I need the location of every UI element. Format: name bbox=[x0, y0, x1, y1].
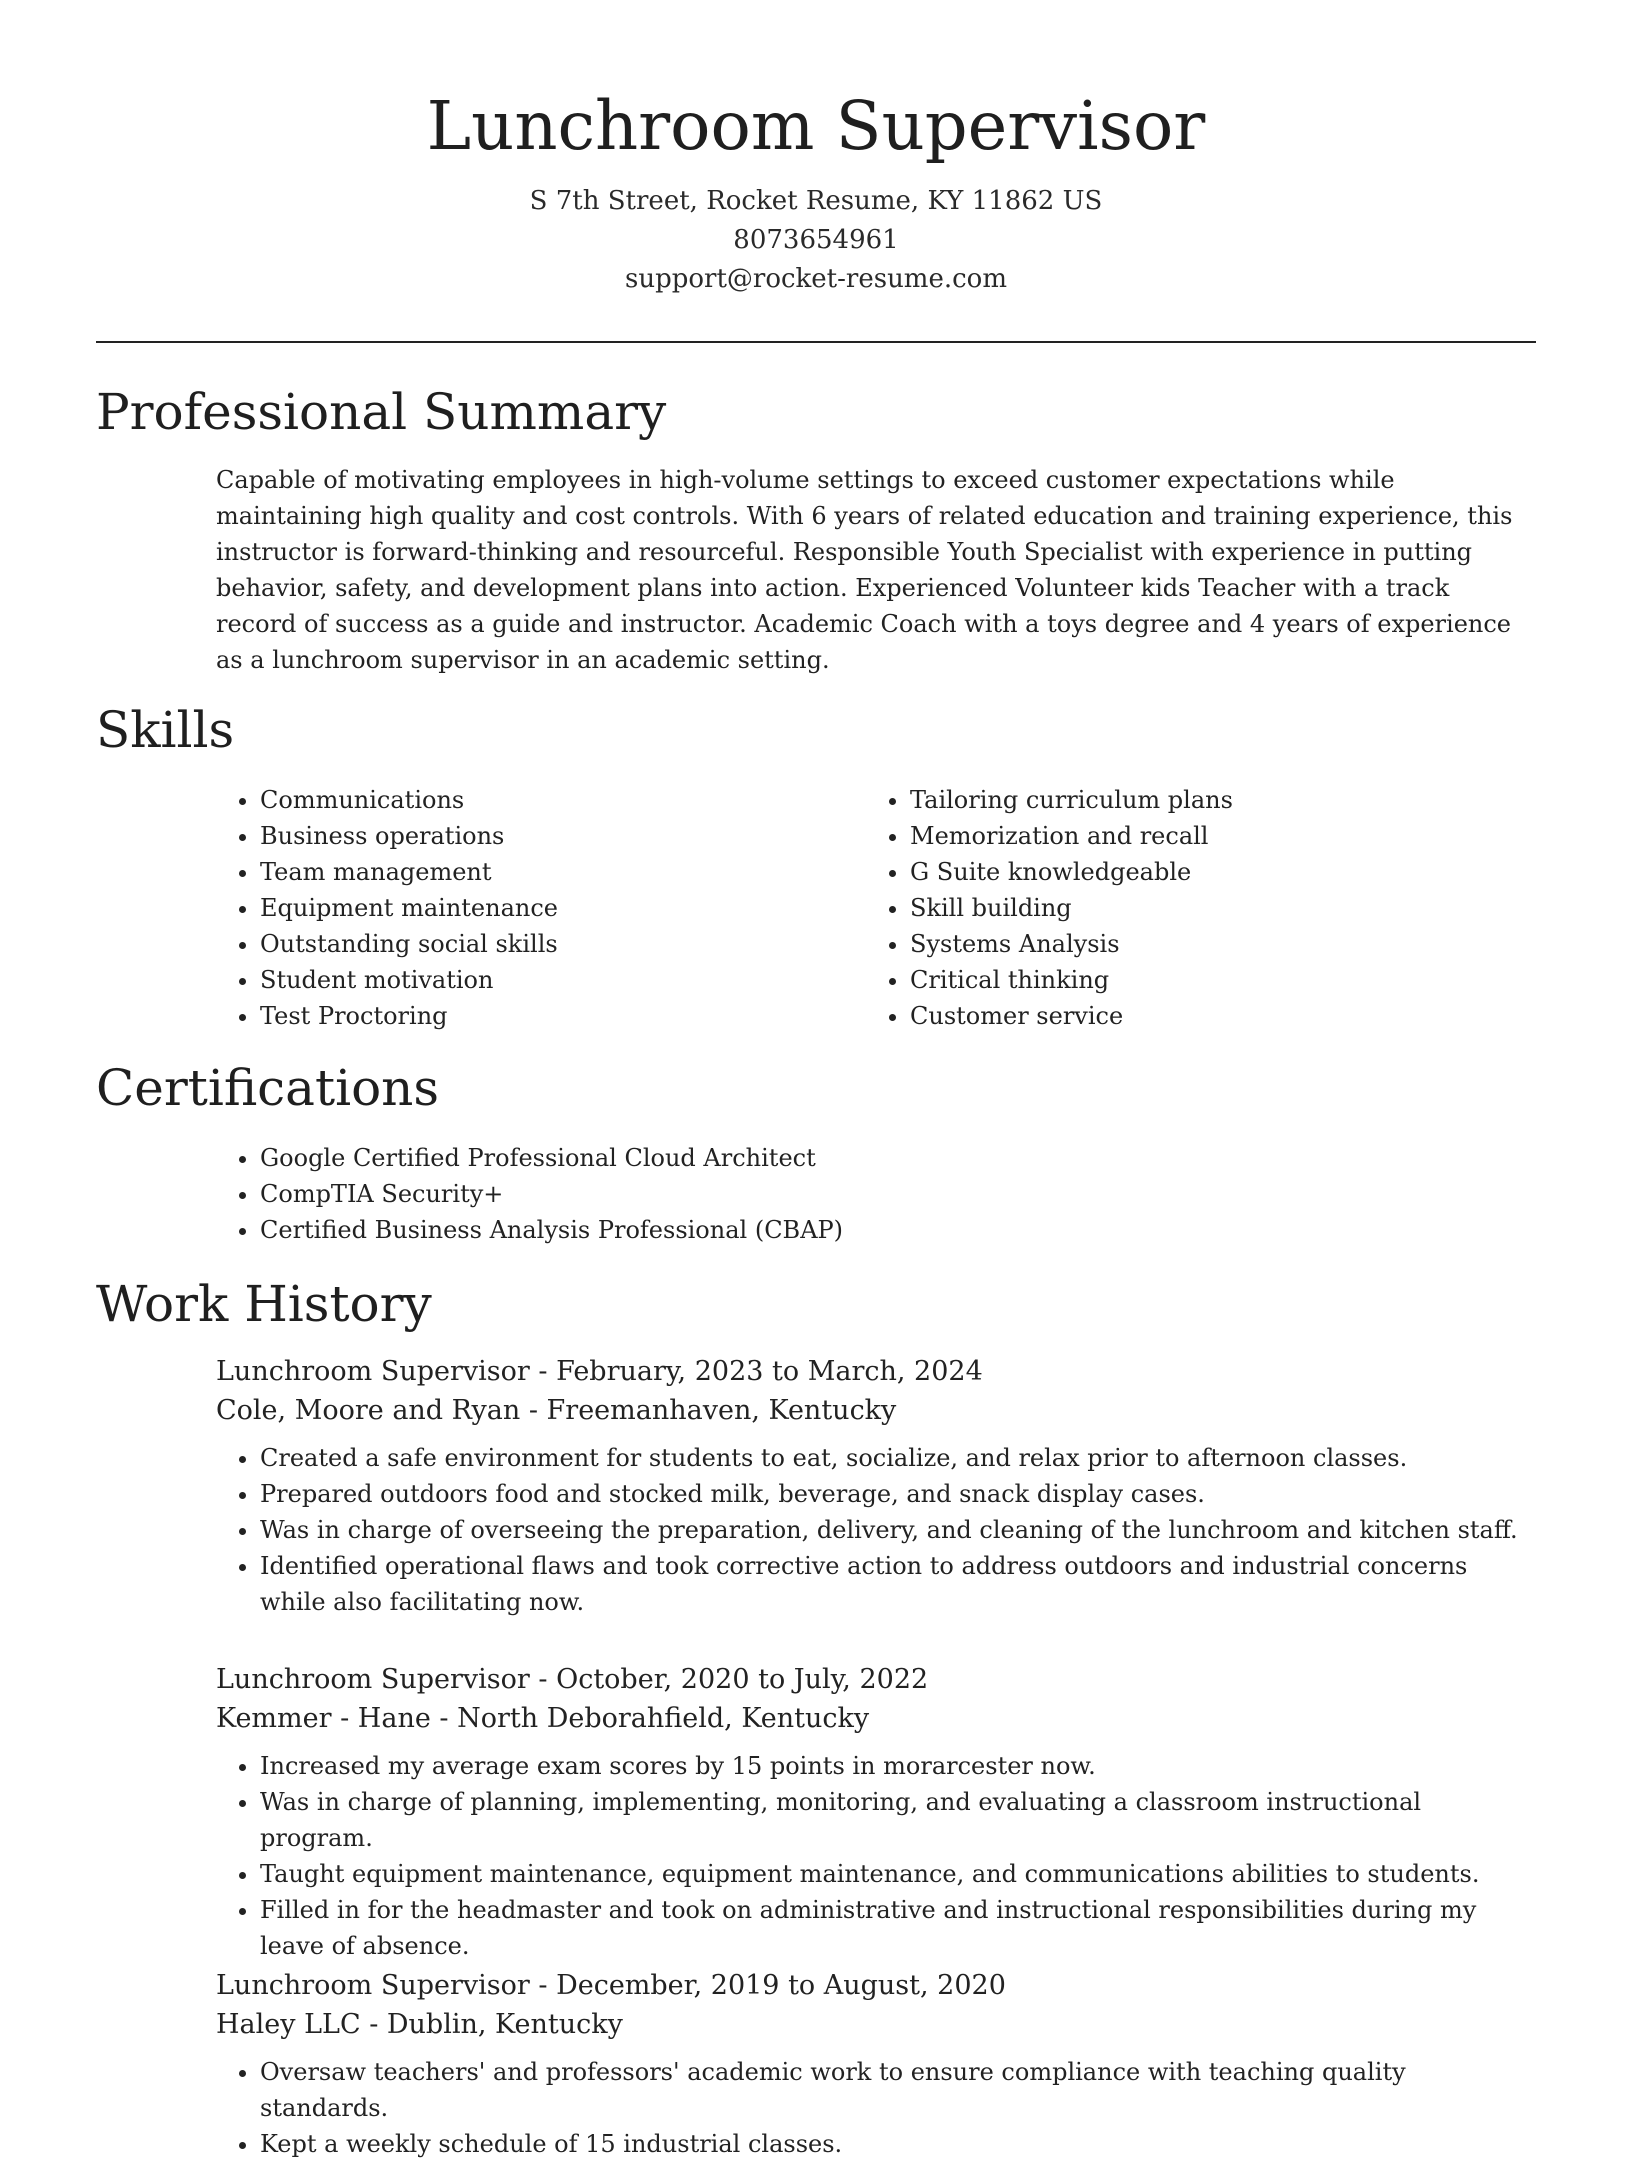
job-duty-item: • Created a safe environment for students to eat, socialize, and relax prior to afternoon classes. bbox=[260, 1440, 1536, 1476]
job-duty-item: • Prepared outdoors food and stocked milk, beverage, and snack display cases. bbox=[260, 1476, 1536, 1512]
job-company-location: Haley LLC - Dublin, Kentucky bbox=[216, 2009, 623, 2040]
skill-item: • Student motivation bbox=[260, 962, 860, 998]
header-divider bbox=[96, 341, 1536, 343]
contact-email: support@rocket-resume.com bbox=[624, 264, 1007, 294]
certifications-list bbox=[216, 1140, 1580, 1248]
job-duty-item: • Increased my average exam scores by 15 points in morarcester now. bbox=[260, 1748, 1536, 1784]
job-company-location: Kemmer - Hane - North Deborahfield, Kentucky bbox=[216, 1703, 870, 1734]
section-title-work-history: Work History bbox=[96, 1275, 432, 1333]
certification-item: • CompTIA Security+ bbox=[260, 1176, 1580, 1212]
section-title-certifications: Certifications bbox=[96, 1059, 440, 1117]
work-history-entry bbox=[216, 1660, 1536, 1964]
job-duties-list bbox=[216, 1440, 1536, 1620]
job-duty-item: • Filled in for the headmaster and took on administrative and instructional responsibilities during my leave of absence. bbox=[260, 1892, 1536, 1964]
certification-item: • Google Certified Professional Cloud Architect bbox=[260, 1140, 1580, 1176]
skill-item: • Communications bbox=[260, 782, 860, 818]
skills-list-right bbox=[866, 782, 1580, 1034]
skill-item: • Business operations bbox=[260, 818, 860, 854]
job-duty-item: • Identified operational flaws and took corrective action to address outdoors and industrial concerns while also facilitating now. bbox=[260, 1548, 1536, 1620]
skill-item: • Equipment maintenance bbox=[260, 890, 860, 926]
skill-item: • Systems Analysis bbox=[910, 926, 1580, 962]
contact-phone: 8073654961 bbox=[733, 225, 899, 255]
job-duty-item: • Kept a weekly schedule of 15 industrial classes. bbox=[260, 2126, 1536, 2162]
resume-header bbox=[96, 80, 1536, 299]
job-duties-list bbox=[216, 2054, 1536, 2162]
section-title-summary: Professional Summary bbox=[96, 383, 667, 441]
work-history-entry bbox=[216, 1352, 1536, 1620]
skill-item: • G Suite knowledgeable bbox=[910, 854, 1580, 890]
contact-address: S 7th Street, Rocket Resume, KY 11862 US bbox=[529, 186, 1103, 216]
job-duty-item: • Was in charge of planning, implementing, monitoring, and evaluating a classroom instructional program. bbox=[260, 1784, 1536, 1856]
job-title-dates: Lunchroom Supervisor - February, 2023 to March, 2024 bbox=[216, 1356, 983, 1387]
skills-list-left bbox=[216, 782, 860, 1034]
summary-text: Capable of motivating employees in high-volume settings to exceed customer expectations while maintaining high quality and cost controls. With 6 years of related education and training experience, this instructor is forward-thinking and resourceful. Responsible Youth Specialist with experience in putting behavior, safety, and development plans into action. Experienced Volunteer kids Teacher with a track record of success as a guide and instructor. Academic Coach with a toys degree and 4 years of experience as a lunchroom supervisor in an academic setting. bbox=[216, 466, 1513, 674]
skill-item: • Skill building bbox=[910, 890, 1580, 926]
job-duties-list bbox=[216, 1748, 1536, 1964]
skill-item: • Test Proctoring bbox=[260, 998, 860, 1034]
job-company-location: Cole, Moore and Ryan - Freemanhaven, Kentucky bbox=[216, 1395, 897, 1426]
skill-item: • Outstanding social skills bbox=[260, 926, 860, 962]
skill-item: • Tailoring curriculum plans bbox=[910, 782, 1580, 818]
skill-item: • Critical thinking bbox=[910, 962, 1580, 998]
skill-item: • Team management bbox=[260, 854, 860, 890]
section-title-skills: Skills bbox=[96, 701, 235, 759]
job-title-dates: Lunchroom Supervisor - October, 2020 to July, 2022 bbox=[216, 1664, 929, 1695]
job-title-dates: Lunchroom Supervisor - December, 2019 to August, 2020 bbox=[216, 1970, 1006, 2001]
work-history-entry bbox=[216, 1966, 1536, 2162]
job-duty-item: • Was in charge of overseeing the preparation, delivery, and cleaning of the lunchroom and kitchen staff. bbox=[260, 1512, 1536, 1548]
certification-item: • Certified Business Analysis Professional (CBAP) bbox=[260, 1212, 1580, 1248]
skill-item: • Memorization and recall bbox=[910, 818, 1580, 854]
job-duty-item: • Taught equipment maintenance, equipment maintenance, and communications abilities to students. bbox=[260, 1856, 1536, 1892]
candidate-name: Lunchroom Supervisor bbox=[426, 87, 1206, 165]
skill-item: • Customer service bbox=[910, 998, 1580, 1034]
job-duty-item: • Oversaw teachers' and professors' academic work to ensure compliance with teaching quality standards. bbox=[260, 2054, 1536, 2126]
